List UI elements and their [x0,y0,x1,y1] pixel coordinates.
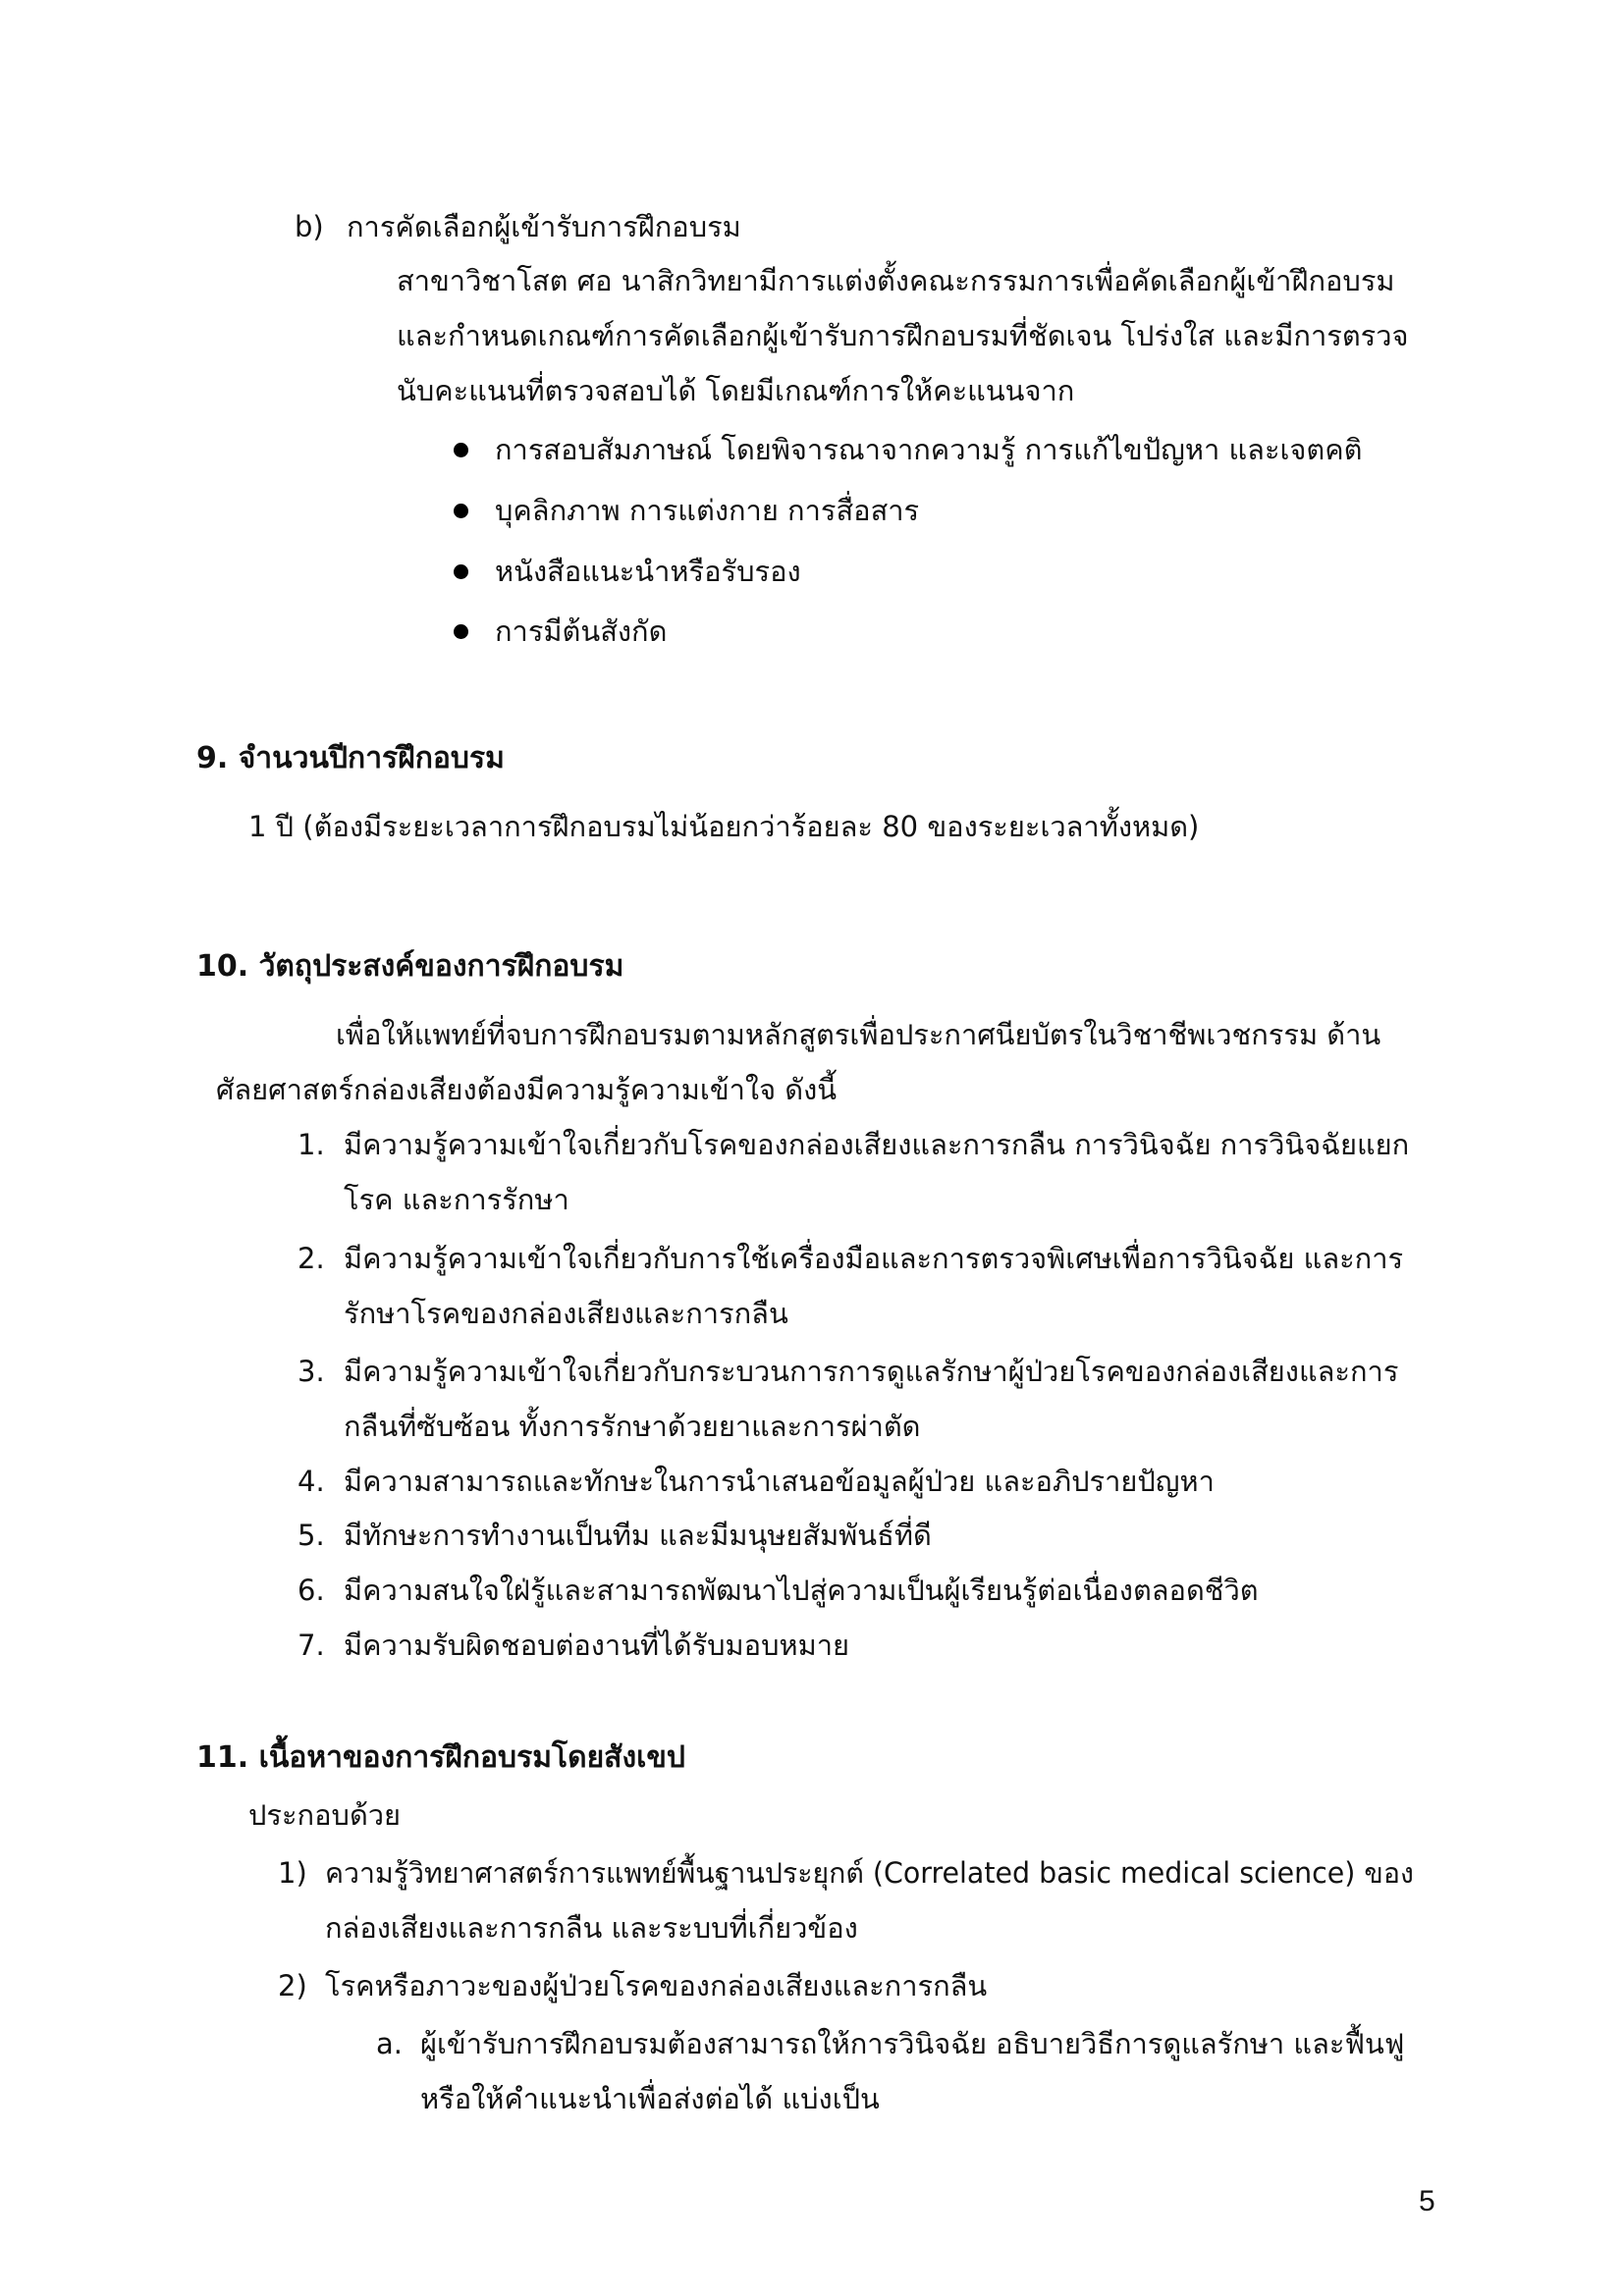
objective-text-line: มีความรู้ความเข้าใจเกี่ยวกับกระบวนการการดูแลรักษาผู้ป่วยโรคของกล่องเสียงและการ [344,1355,1399,1388]
objective-text-line: มีทักษะการทำงานเป็นทีม และมีมนุษยสัมพันธ์ที่ดี [344,1519,932,1552]
page-number: 5 [1419,2185,1435,2217]
section-9-heading: 9. จำนวนปีการฝึกอบรม [196,741,505,775]
objective-text-line: มีความรับผิดชอบต่องานที่ได้รับมอบหมาย [344,1629,850,1662]
sub-item-text-line: ผู้เข้ารับการฝึกอบรมต้องสามารถให้การวินิจฉัย อธิบายวิธีการดูแลรักษา และฟื้นฟู [420,2027,1405,2060]
objective-number: 6. [298,1574,325,1607]
bullet-icon [454,564,468,579]
sub-item-marker: a. [376,2027,403,2060]
section-b-para-line: และกำหนดเกณฑ์การคัดเลือกผู้เข้ารับการฝึกอบรมที่ชัดเจน โปร่งใส และมีการตรวจ [397,319,1409,352]
bullet-icon [454,443,468,457]
criteria-item: หนังสือแนะนำหรือรับรอง [495,555,801,588]
bullet-icon [454,504,468,518]
section-b-para-line: สาขาวิชาโสต ศอ นาสิกวิทยามีการแต่งตั้งคณะกรรมการเพื่อคัดเลือกผู้เข้าฝึกอบรม [397,264,1395,297]
section-b-marker: b) [295,210,324,243]
section-11-heading: 11. เนื้อหาของการฝึกอบรมโดยสังเขป [196,1740,685,1775]
objective-number: 7. [298,1629,325,1662]
section-10-intro-line: เพื่อให้แพทย์ที่จบการฝึกอบรมตามหลักสูตรเพื่อประกาศนียบัตรในวิชาชีพเวชกรรม ด้าน [336,1018,1381,1051]
section-b-heading: การคัดเลือกผู้เข้ารับการฝึกอบรม [347,210,741,243]
objective-text-line: กลืนที่ซับซ้อน ทั้งการรักษาด้วยยาและการผ่าตัด [344,1410,921,1443]
section-9-text: 1 ปี (ต้องมีระยะเวลาการฝึกอบรมไม่น้อยกว่าร้อยละ 80 ของระยะเวลาทั้งหมด) [248,810,1200,843]
objective-text-line: มีความสนใจใฝ่รู้และสามารถพัฒนาไปสู่ความเป็นผู้เรียนรู้ต่อเนื่องตลอดชีวิต [344,1574,1259,1607]
objective-text-line: มีความรู้ความเข้าใจเกี่ยวกับโรคของกล่องเสียงและการกลืน การวินิจฉัย การวินิจฉัยแยก [344,1128,1410,1161]
content-text-line: โรคหรือภาวะของผู้ป่วยโรคของกล่องเสียงและการกลืน [325,1969,988,2002]
section-11-intro: ประกอบด้วย [248,1798,402,1832]
content-number: 1) [278,1856,307,1890]
objective-text-line: มีความสามารถและทักษะในการนำเสนอข้อมูลผู้ป่วย และอภิปรายปัญหา [344,1465,1215,1498]
criteria-item: การมีต้นสังกัด [495,614,668,648]
criteria-item: บุคลิกภาพ การแต่งกาย การสื่อสาร [495,494,920,527]
objective-number: 3. [298,1355,325,1388]
content-text-line: กล่องเสียงและการกลืน และระบบที่เกี่ยวข้อง [325,1911,858,1945]
content-text-line: ความรู้วิทยาศาสตร์การแพทย์พื้นฐานประยุกต์ (Correlated basic medical science) ของ [325,1856,1414,1890]
objective-text-line: โรค และการรักษา [344,1183,569,1216]
sub-item-text-line: หรือให้คำแนะนำเพื่อส่งต่อได้ แบ่งเป็น [420,2082,880,2115]
bullet-icon [454,624,468,639]
objective-number: 1. [298,1128,325,1161]
content-number: 2) [278,1969,307,2002]
objective-number: 2. [298,1242,325,1275]
section-b-para-line: นับคะแนนที่ตรวจสอบได้ โดยมีเกณฑ์การให้คะแนนจาก [397,374,1075,407]
section-10-heading: 10. วัตถุประสงค์ของการฝึกอบรม [196,949,624,984]
objective-text-line: รักษาโรคของกล่องเสียงและการกลืน [344,1297,788,1330]
criteria-item: การสอบสัมภาษณ์ โดยพิจารณาจากความรู้ การแก้ไขปัญหา และเจตคติ [495,433,1363,466]
objective-number: 5. [298,1519,325,1552]
section-10-intro-line: ศัลยศาสตร์กล่องเสียงต้องมีความรู้ความเข้าใจ ดังนี้ [216,1073,838,1106]
objective-text-line: มีความรู้ความเข้าใจเกี่ยวกับการใช้เครื่องมือและการตรวจพิเศษเพื่อการวินิจฉัย และการ [344,1242,1404,1275]
objective-number: 4. [298,1465,325,1498]
